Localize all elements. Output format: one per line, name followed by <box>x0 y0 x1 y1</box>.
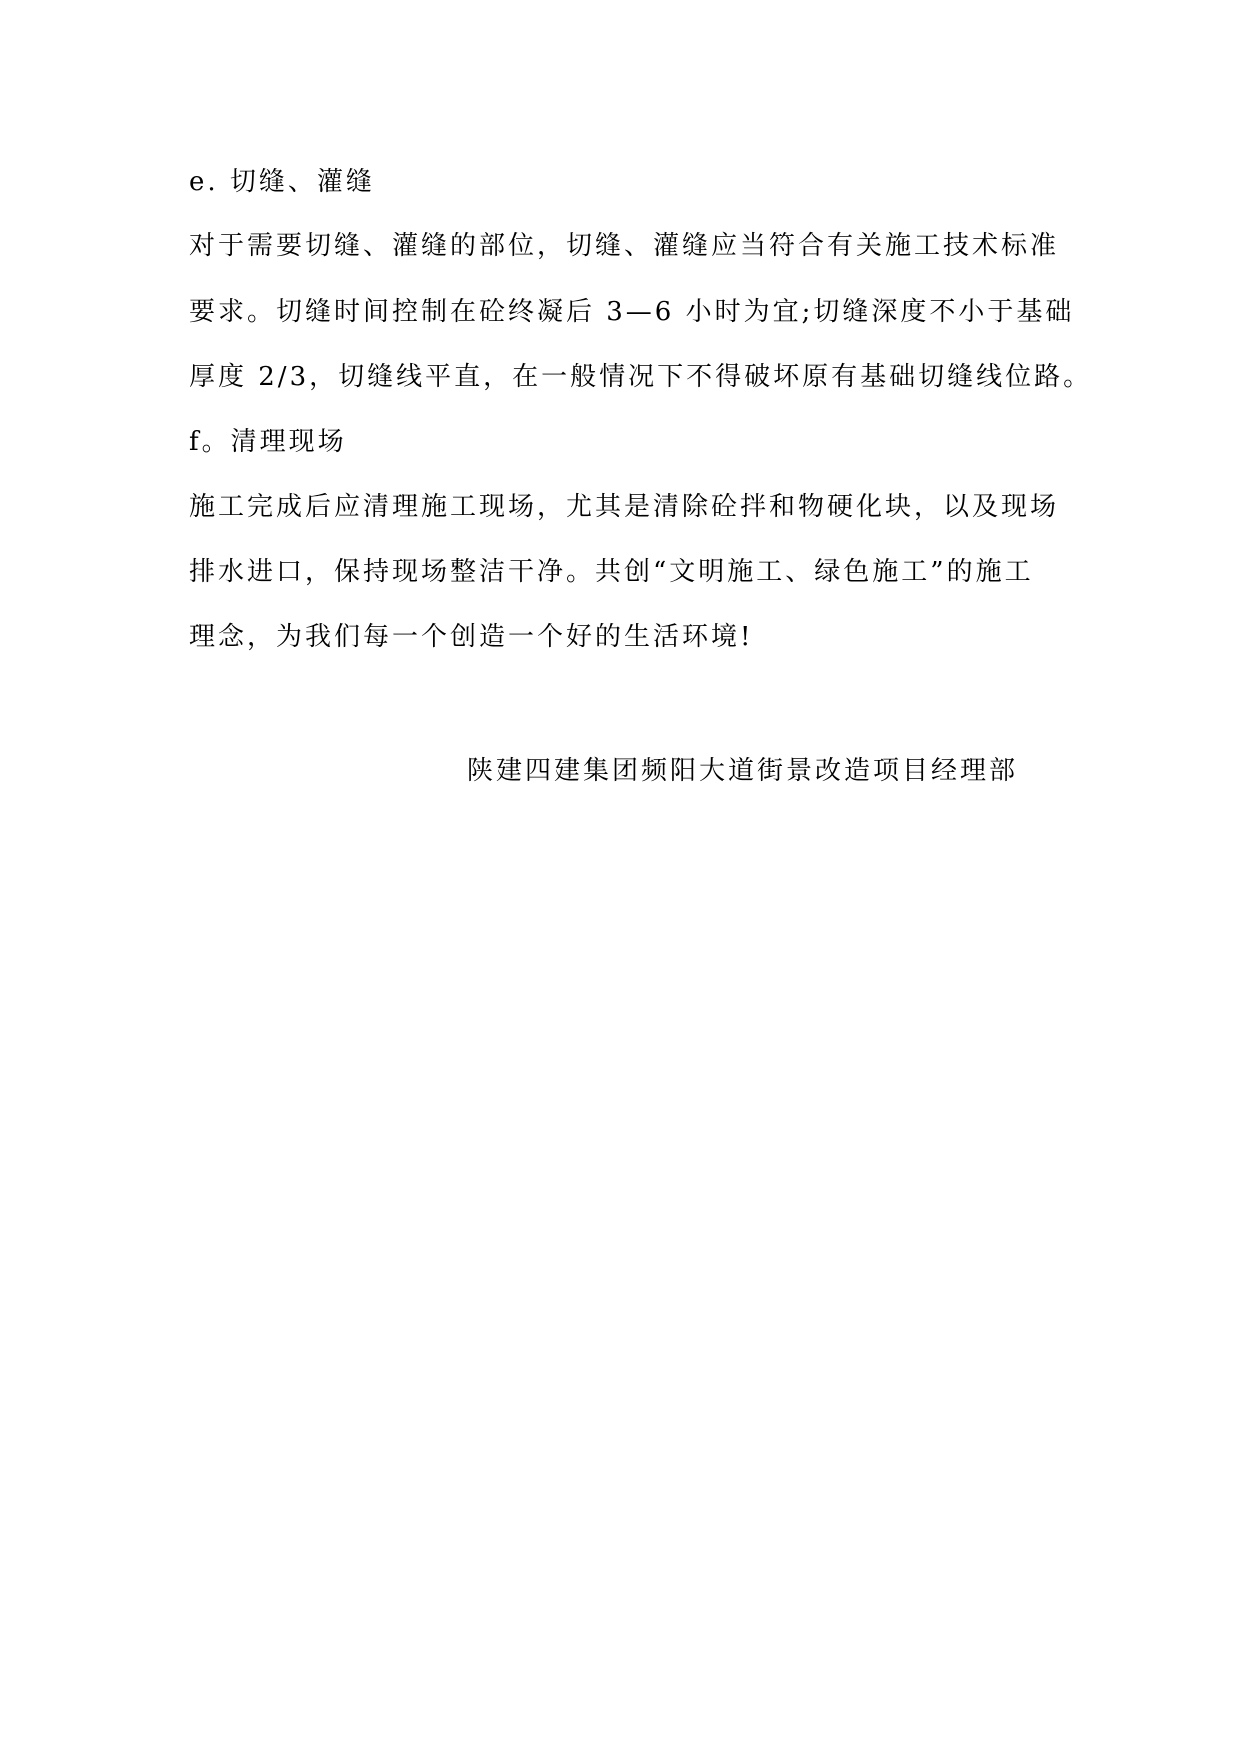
section-e-line-1: 对于需要切缝、灌缝的部位，切缝、灌缝应当符合有关施工技术标准 <box>189 231 1060 261</box>
section-f-heading: f。清理现场 <box>189 427 347 457</box>
section-f-line-3: 理念，为我们每一个创造一个好的生活环境! <box>189 622 754 652</box>
section-e-line-3: 厚度 2/3，切缝线平直，在一般情况下不得破坏原有基础切缝线位路。 <box>189 362 1093 392</box>
section-f-line-2: 排水进口，保持现场整洁干净。共创“文明施工、绿色施工”的施工 <box>189 557 1034 587</box>
section-f-line-1: 施工完成后应清理施工现场，尤其是清除砼拌和物硬化块，以及现场 <box>189 492 1060 522</box>
section-e-line-2: 要求。切缝时间控制在砼终凝后 3—6 小时为宜;切缝深度不小于基础 <box>189 297 1075 327</box>
section-e-heading: e. 切缝、灌缝 <box>189 167 375 197</box>
signature: 陕建四建集团频阳大道街景改造项目经理部 <box>467 756 1019 786</box>
